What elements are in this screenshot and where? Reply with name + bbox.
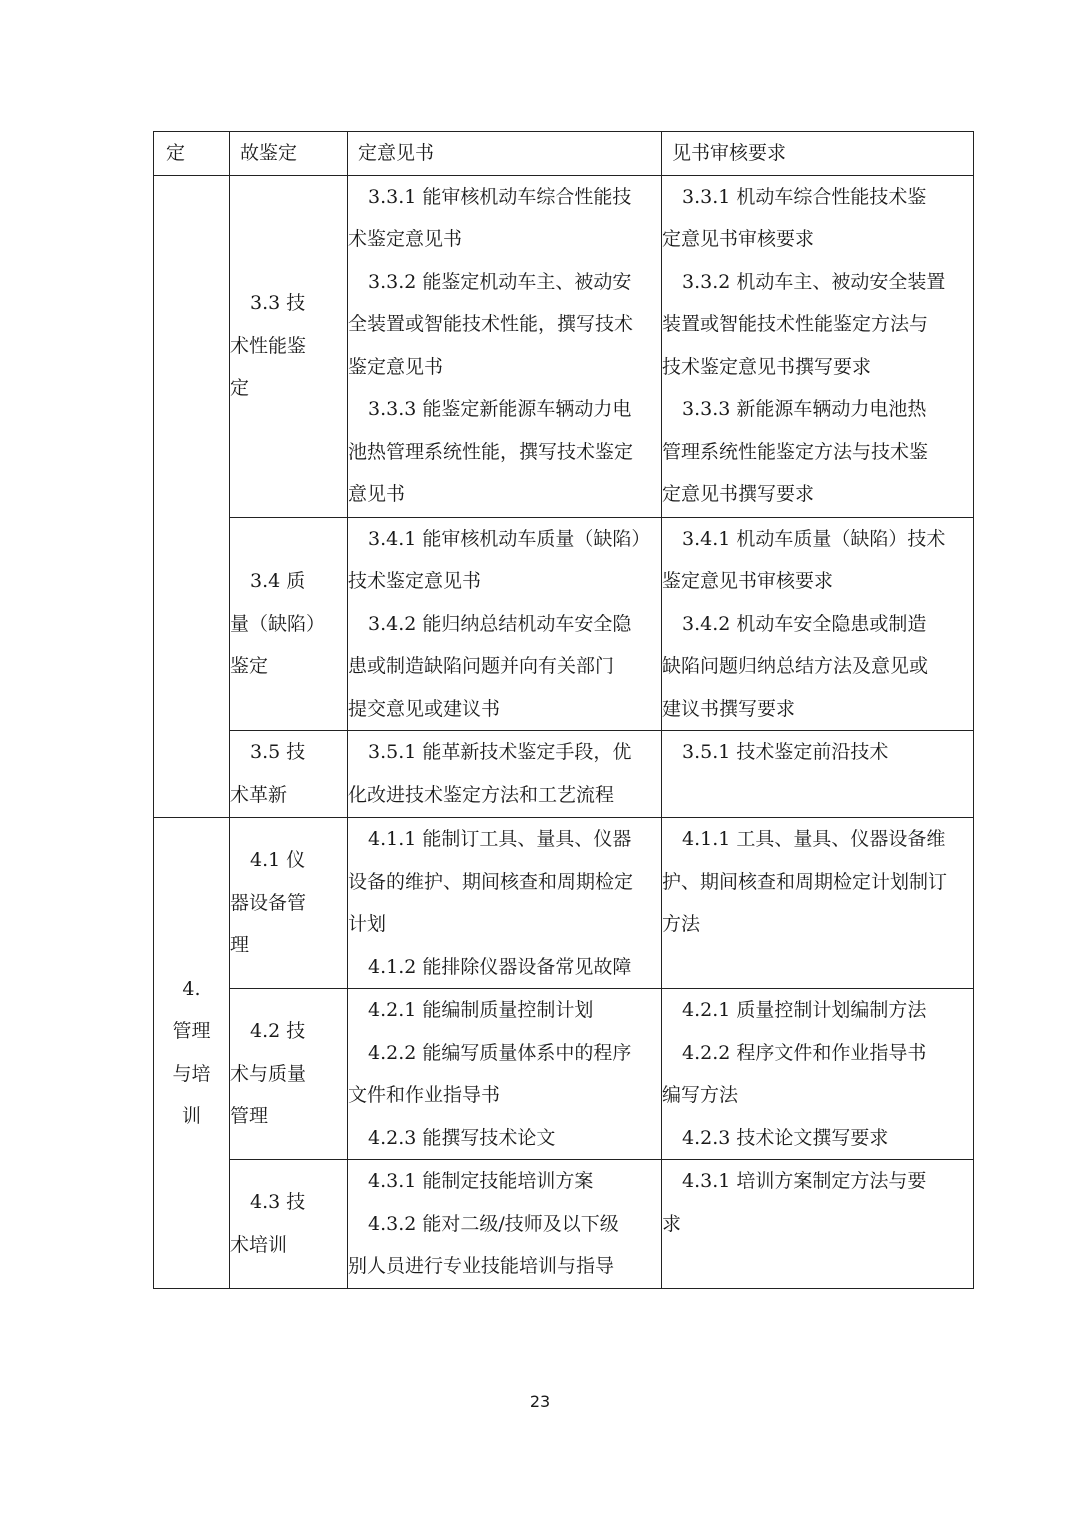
skill-item: 3.3.2 能鉴定机动车主、被动安 全装置或智能技术性能，撰写技术 鉴定意见书	[348, 270, 634, 378]
knowledge-item: 4.2.1 质量控制计划编制方法	[682, 999, 927, 1021]
skill-item: 4.3.1 能制定技能培训方案	[368, 1170, 594, 1192]
unit-line: 理	[230, 934, 250, 957]
category-line: 训	[181, 1105, 201, 1128]
table-row	[154, 517, 974, 731]
skill-item: 3.3.1 能审核机动车综合性能技 术鉴定意见书	[348, 185, 632, 250]
unit-cell	[230, 517, 348, 731]
unit-line: 4.3 技	[250, 1191, 306, 1214]
category-line: 4.	[182, 977, 201, 1000]
knowledge-cell	[662, 818, 974, 989]
table-row	[154, 175, 974, 517]
skill-cell: 定意见书	[348, 132, 662, 176]
unit-cell	[230, 731, 348, 818]
skill-item: 4.2.3 能撰写技术论文	[368, 1126, 556, 1149]
standard-table	[153, 131, 974, 1289]
unit-line: 3.3 技	[250, 292, 306, 315]
skill-cell	[348, 517, 662, 731]
knowledge-cell	[662, 989, 974, 1160]
table-row	[154, 1160, 974, 1289]
knowledge-item: 4.2.3 技术论文撰写要求	[682, 1126, 889, 1149]
unit-line: 4.2 技	[250, 1020, 306, 1043]
unit-cell	[230, 1160, 348, 1289]
knowledge-cell	[662, 517, 974, 731]
skill-item: 3.5.1 能革新技术鉴定手段，优 化改进技术鉴定方法和工艺流程	[348, 741, 632, 806]
category-line: 与培	[172, 1062, 211, 1085]
knowledge-item: 4.3.1 培训方案制定方法与要 求	[662, 1170, 927, 1235]
table-row	[154, 731, 974, 818]
unit-line: 术培训	[230, 1233, 288, 1256]
knowledge-item: 3.5.1 技术鉴定前沿技术	[682, 741, 889, 763]
skill-item: 3.4.2 能归纳总结机动车安全隐 患或制造缺陷问题并向有关部门 提交意见或建议书	[348, 612, 632, 720]
knowledge-item: 3.4.2 机动车安全隐患或制造 缺陷问题归纳总结方法及意见或 建议书撰写要求	[662, 612, 929, 720]
unit-line: 鉴定	[230, 655, 269, 677]
unit-line: 术性能鉴	[230, 334, 307, 357]
unit-line: 器设备管	[230, 891, 307, 914]
unit-line: 术革新	[230, 783, 288, 806]
unit-line: 管理	[230, 1105, 269, 1128]
knowledge-item: 3.3.1 机动车综合性能技术鉴 定意见书审核要求	[662, 185, 927, 250]
knowledge-cell	[662, 175, 974, 517]
skill-cell	[348, 989, 662, 1160]
skill-item: 3.3.3 能鉴定新能源车辆动力电 池热管理系统性能，撰写技术鉴定 意见书	[348, 398, 634, 505]
table-row	[154, 818, 974, 989]
skill-item: 3.4.1 能审核机动车质量（缺陷） 技术鉴定意见书	[348, 527, 651, 592]
skill-cell	[348, 175, 662, 517]
skill-item: 4.2.2 能编写质量体系中的程序 文件和作业指导书	[348, 1041, 632, 1106]
knowledge-cell	[662, 731, 974, 818]
unit-cell	[230, 989, 348, 1160]
skill-item: 4.1.1 能制订工具、量具、仪器 设备的维护、期间核查和周期检定 计划	[348, 828, 634, 935]
unit-line: 定	[230, 377, 250, 400]
table-row	[154, 989, 974, 1160]
knowledge-cell: 见书审核要求	[662, 132, 974, 176]
unit-cell	[230, 818, 348, 989]
category-line: 管理	[172, 1020, 211, 1043]
skill-cell	[348, 731, 662, 818]
page-number: 23	[529, 1392, 551, 1411]
knowledge-cell	[662, 1160, 974, 1289]
unit-line: 量（缺陷）	[230, 612, 326, 635]
skill-item: 4.2.1 能编制质量控制计划	[368, 999, 594, 1021]
unit-line: 术与质量	[230, 1062, 307, 1085]
knowledge-item: 3.4.1 机动车质量（缺陷）技术 鉴定意见书审核要求	[662, 527, 946, 592]
unit-cell: 故鉴定	[230, 132, 348, 176]
skill-item: 4.3.2 能对二级/技师及以下级 别人员进行专业技能培训与指导	[348, 1212, 619, 1277]
unit-line: 3.5 技	[250, 741, 306, 763]
unit-cell	[230, 175, 348, 517]
category-cell	[154, 818, 230, 1289]
category-cell	[154, 175, 230, 818]
unit-line: 3.4 质	[250, 570, 306, 592]
knowledge-item: 4.2.2 程序文件和作业指导书 编写方法	[662, 1041, 927, 1106]
table-row	[154, 132, 974, 176]
skill-item: 4.1.2 能排除仪器设备常见故障	[368, 955, 632, 978]
knowledge-item: 4.1.1 工具、量具、仪器设备维 护、期间核查和周期检定计划制订 方法	[662, 828, 948, 935]
skill-cell	[348, 1160, 662, 1289]
skill-cell	[348, 818, 662, 989]
knowledge-item: 3.3.2 机动车主、被动安全装置 装置或智能技术性能鉴定方法与 技术鉴定意见书撰写要求	[662, 270, 946, 378]
category-cell: 定	[154, 132, 230, 176]
unit-line: 4.1 仪	[250, 849, 306, 872]
knowledge-item: 3.3.3 新能源车辆动力电池热 管理系统性能鉴定方法与技术鉴 定意见书撰写要求	[662, 398, 929, 505]
